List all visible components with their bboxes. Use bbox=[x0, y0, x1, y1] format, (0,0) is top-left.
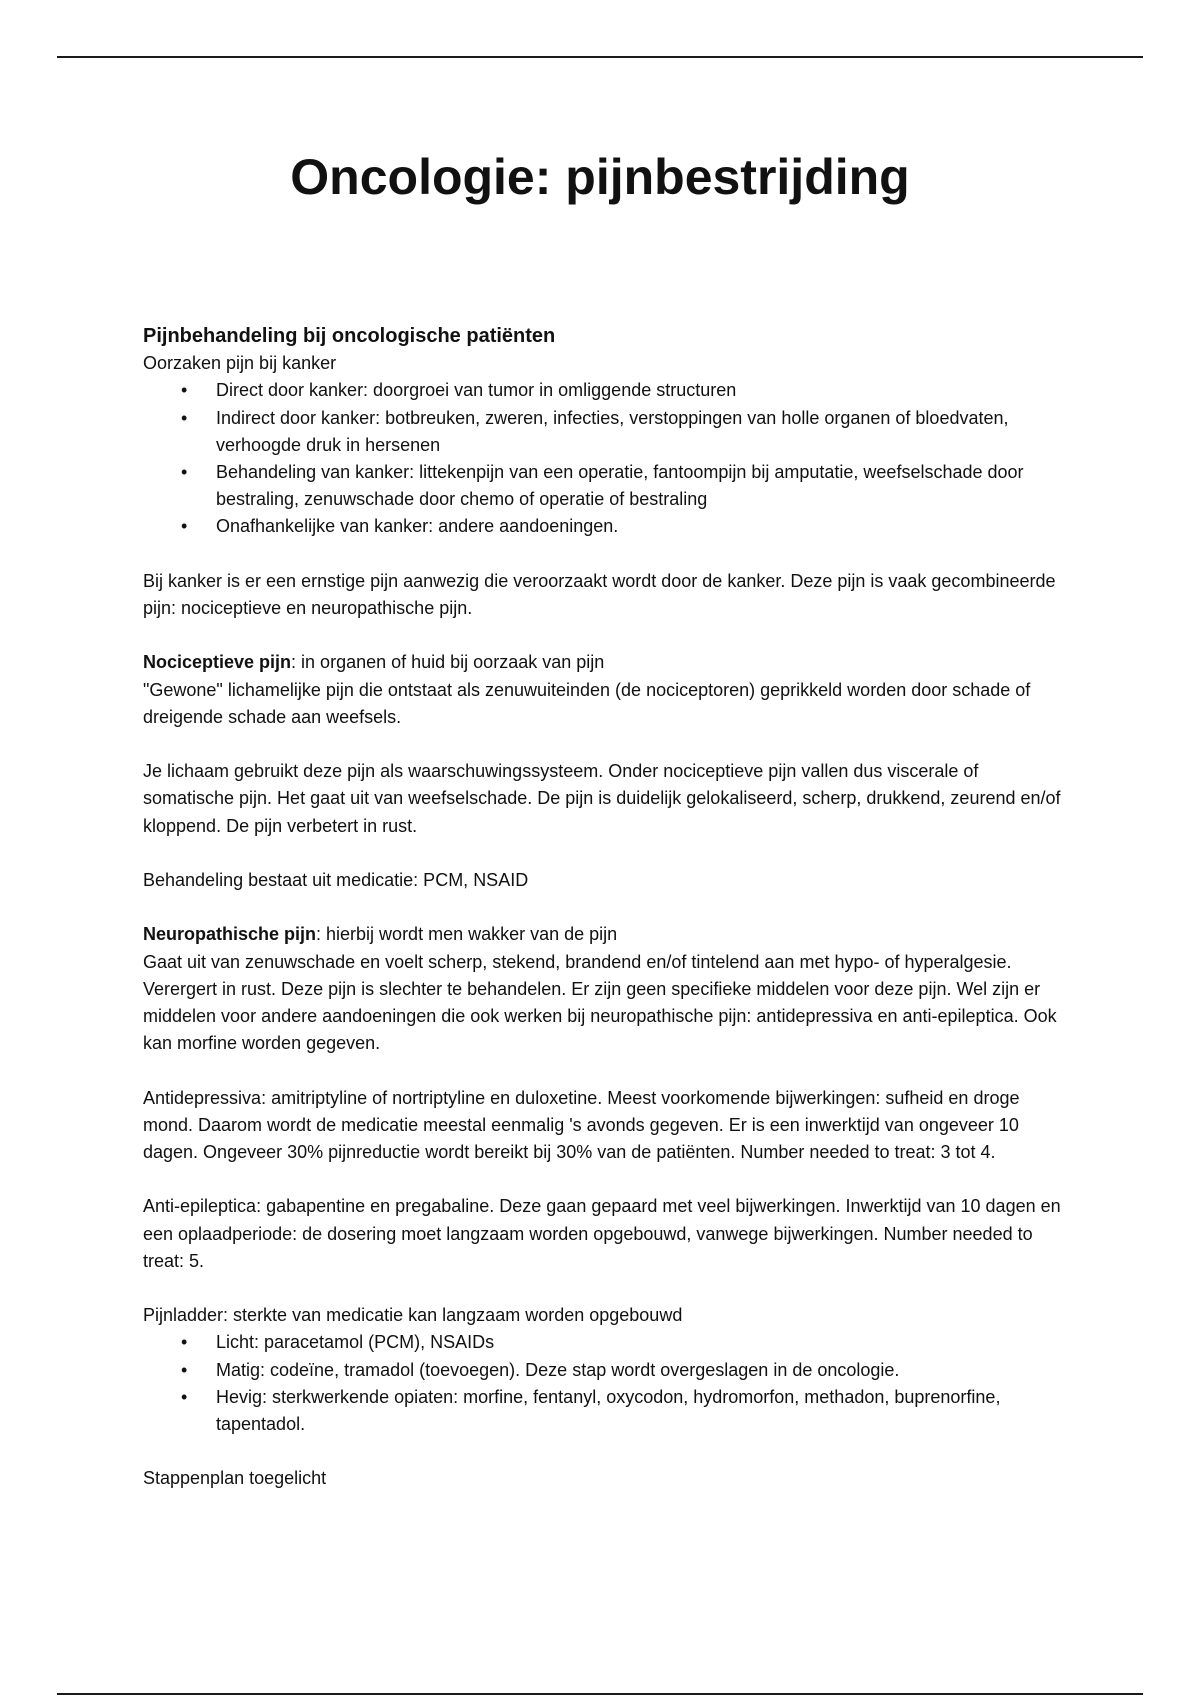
nociceptive-description: "Gewone" lichamelijke pijn die ontstaat als zenuwuiteinden (de nociceptoren) geprikkeld worden door schade of dreigende schade aan weefsels. bbox=[143, 679, 1031, 727]
antidepressants-paragraph: Antidepressiva: amitriptyline of nortriptyline en duloxetine. Meest voorkomende bijwerkingen: sufheid en droge mond. Daarom wordt de medicatie meestal eenmalig 's avonds gegeven. Er is een inwerktijd van ongeveer 10 dagen. Ongeveer 30% pijnreductie wordt bereikt bij 30% van de patiënten. Number needed to treat: 3 tot 4. bbox=[143, 1087, 1020, 1162]
document-body bbox=[143, 323, 1073, 1493]
causes-list bbox=[143, 377, 1073, 540]
list-item: • Direct door kanker: doorgroei van tumor in omliggende structuren bbox=[143, 377, 1073, 404]
neuropathic-term: Neuropathische pijn bbox=[143, 924, 317, 945]
pain-ladder-list bbox=[143, 1329, 1073, 1438]
nociceptive-treatment: Behandeling bestaat uit medicatie: PCM, NSAID bbox=[143, 870, 529, 890]
list-item: • Licht: paracetamol (PCM), NSAIDs bbox=[143, 1329, 1073, 1356]
bullet-icon: • bbox=[181, 462, 188, 483]
list-item: • Behandeling van kanker: littekenpijn van een operatie, fantoompijn bij amputatie, weefselschade door bestraling, zenuwschade door chemo of operatie of bestraling bbox=[143, 459, 1073, 513]
page-title: Oncologie: pijnbestrijding bbox=[290, 149, 910, 205]
list-item: • Onafhankelijke van kanker: andere aandoeningen. bbox=[143, 513, 1073, 540]
nociceptive-detail: Je lichaam gebruikt deze pijn als waarschuwingssysteem. Onder nociceptieve pijn vallen dus viscerale of somatische pijn. Het gaat uit van weefselschade. De pijn is duidelijk gelokaliseerd, scherp, drukkend, zeurend en/of kloppend. De pijn verbetert in rust. bbox=[143, 761, 1061, 836]
nociceptive-definition: Nociceptieve pijn: in organen of huid bij oorzaak van pijn bbox=[143, 652, 605, 673]
section-heading: Pijnbehandeling bij oncologische patiënten bbox=[143, 325, 556, 347]
neuropathic-description: Gaat uit van zenuwschade en voelt scherp, stekend, brandend en/of tintelend aan met hypo- of hyperalgesie. Verergert in rust. Deze pijn is slechter te behandelen. Er zijn geen specifieke middelen voor deze pijn. Wel zijn er middelen voor andere aandoeningen die ook werken bij neuropathische pijn: antidepressiva en anti-epileptica. Ook kan morfine worden gegeven. bbox=[143, 951, 1057, 1054]
list-item: • Hevig: sterkwerkende opiaten: morfine, fentanyl, oxycodon, hydromorfon, methadon, buprenorfine, tapentadol. bbox=[143, 1384, 1073, 1438]
antiepileptics-paragraph: Anti-epileptica: gabapentine en pregabaline. Deze gaan gepaard met veel bijwerkingen. Inwerktijd van 10 dagen en een oplaadperiode: de dosering moet langzaam worden opgebouwd, vanwege bijwerkingen. Number needed to treat: 5. bbox=[143, 1196, 1061, 1271]
footer-rule bbox=[57, 1693, 1143, 1695]
nociceptive-term: Nociceptieve pijn bbox=[143, 652, 292, 673]
paragraph-combined-pain: Bij kanker is er een ernstige pijn aanwezig die veroorzaakt wordt door de kanker. Deze pijn is vaak gecombineerde pijn: nociceptieve en neuropathische pijn. bbox=[143, 570, 1056, 619]
bullet-icon: • bbox=[181, 1386, 188, 1407]
bullet-icon: • bbox=[181, 380, 188, 401]
bullet-icon: • bbox=[181, 407, 188, 428]
closing-line: Stappenplan toegelicht bbox=[143, 1468, 327, 1489]
bullet-icon: • bbox=[181, 1359, 188, 1380]
list-item: • Indirect door kanker: botbreuken, zweren, infecties, verstoppingen van holle organen of bloedvaten, verhoogde druk in hersenen bbox=[143, 405, 1073, 459]
neuropathic-definition: Neuropathische pijn: hierbij wordt men wakker van de pijn bbox=[143, 924, 618, 945]
pain-ladder-intro: Pijnladder: sterkte van medicatie kan langzaam worden opgebouwd bbox=[143, 1305, 683, 1326]
list-item: • Matig: codeïne, tramadol (toevoegen). Deze stap wordt overgeslagen in de oncologie. bbox=[143, 1357, 1073, 1384]
bullet-icon: • bbox=[181, 516, 188, 537]
bullet-icon: • bbox=[181, 1332, 188, 1353]
header-rule bbox=[57, 56, 1143, 58]
causes-intro: Oorzaken pijn bij kanker bbox=[143, 353, 337, 374]
